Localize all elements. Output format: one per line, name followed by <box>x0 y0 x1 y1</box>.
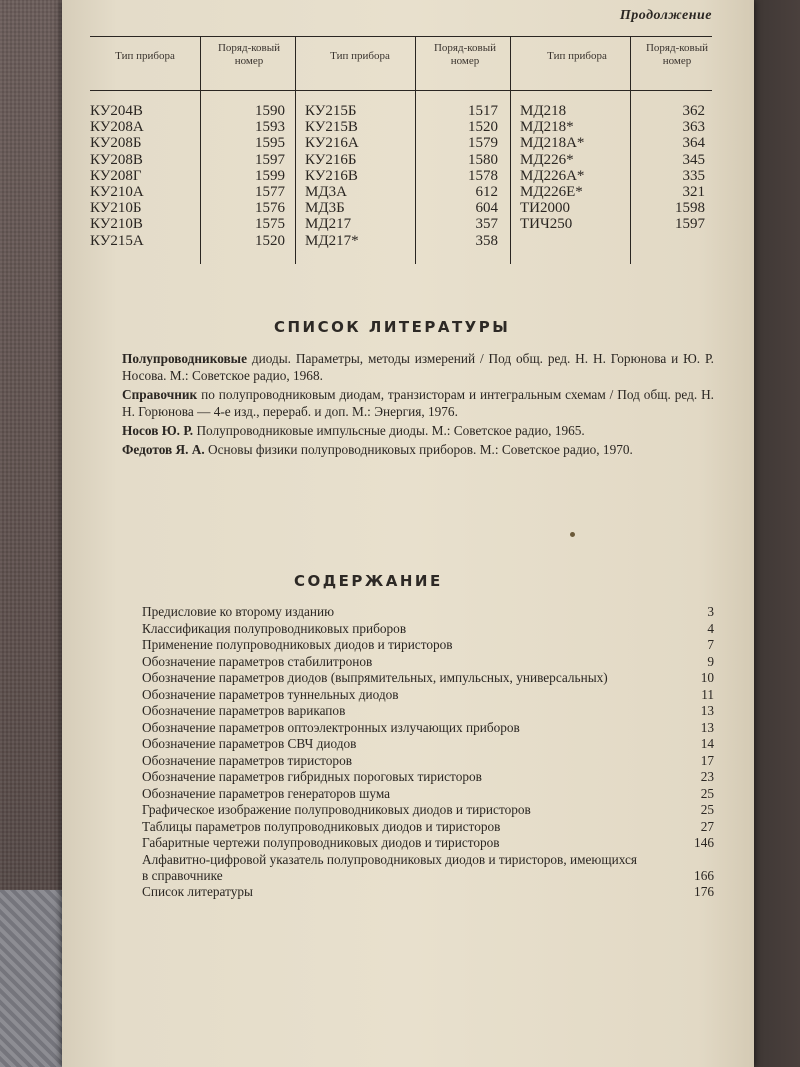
table-cell: КУ210А <box>90 184 144 201</box>
toc-entry <box>142 637 714 653</box>
table-cell: КУ216А <box>305 135 359 152</box>
toc-page: 11 <box>701 686 714 702</box>
type-column-2 <box>305 103 410 249</box>
table-cell: МД226А* <box>520 167 585 184</box>
table-cell: МД218 <box>520 103 567 119</box>
table-top-rule <box>90 36 712 37</box>
table-divider <box>200 36 201 264</box>
table-cell: МД226* <box>520 151 574 168</box>
table-cell: КУ208Г <box>90 167 142 184</box>
toc-title: Обозначение параметров туннельных диодов <box>142 686 399 702</box>
column-header-type: Тип прибора <box>330 50 390 62</box>
table-cell: 345 <box>682 151 705 168</box>
toc-page: 3 <box>707 604 714 619</box>
toc-title: Обозначение параметров диодов (выпрямительных, импульсных, универсальных) <box>142 670 608 685</box>
toc-title: Предисловие ко второму изданию <box>142 604 335 619</box>
table-cell: 335 <box>682 167 705 184</box>
toc-page: 17 <box>700 752 714 768</box>
continuation-label: Продолжение <box>619 8 712 23</box>
toc-page: 23 <box>700 769 714 784</box>
table-cell: КУ208А <box>90 119 144 136</box>
contents-heading: СОДЕРЖАНИЕ <box>294 572 443 590</box>
column-header-type: Тип прибора <box>115 50 175 62</box>
toc-title: Обозначение параметров оптоэлектронных излучающих приборов <box>142 719 520 735</box>
table-cell: 1598 <box>675 200 705 217</box>
table-divider <box>630 36 631 264</box>
literature-lead: Полупроводниковые <box>122 351 247 366</box>
toc-entry <box>142 670 714 686</box>
table-cell: 612 <box>475 184 498 201</box>
table-cell: 1577 <box>255 184 285 201</box>
toc-entry <box>142 604 714 620</box>
table-cell: КУ215В <box>305 119 358 136</box>
toc-entry <box>142 819 714 835</box>
literature-text: диоды. Параметры, методы измерений / Под общ. ред. Н. Н. Горюнова и Ю. Р. Носова. М.: Советское радио, 1968. <box>122 351 714 383</box>
literature-list <box>122 350 714 458</box>
table-cell: 363 <box>682 119 705 136</box>
table-cell: КУ216В <box>305 167 358 184</box>
number-column-2 <box>450 103 498 249</box>
table-cell: МД217 <box>305 216 352 233</box>
toc-entry <box>142 621 714 637</box>
table-cell: МД218* <box>520 119 574 136</box>
toc-entry <box>142 654 714 670</box>
toc-page: 7 <box>707 637 714 652</box>
toc-title: Обозначение параметров СВЧ диодов <box>142 736 357 751</box>
table-cell: 1580 <box>468 151 498 168</box>
literature-item <box>122 422 714 439</box>
table-cell: 604 <box>475 200 498 217</box>
toc-title: Обозначение параметров генераторов шума <box>142 785 391 801</box>
background-right <box>750 0 800 1067</box>
toc-title: Обозначение параметров гибридных пороговых тиристоров <box>142 769 482 784</box>
table-cell: МД226Е* <box>520 184 583 201</box>
table-cell: МД218А* <box>520 135 585 152</box>
toc-page: 27 <box>700 818 714 834</box>
toc-entry <box>142 852 714 884</box>
toc-entry <box>142 802 714 818</box>
literature-lead: Федотов Я. А. <box>122 442 205 457</box>
column-header-type: Тип прибора <box>547 50 607 62</box>
table-cell: 1520 <box>468 119 498 136</box>
table-cell: КУ204В <box>90 103 143 119</box>
literature-item <box>122 441 714 458</box>
table-cell: 1597 <box>255 151 285 168</box>
number-column-3 <box>660 103 705 233</box>
table-header-rule <box>90 90 712 91</box>
table-cell: КУ216Б <box>305 151 357 168</box>
table-cell: 1579 <box>468 135 498 152</box>
table-cell: КУ208Б <box>90 135 142 152</box>
table-cell: ТИ2000 <box>520 200 570 217</box>
toc-title: Графическое изображение полупроводниковых диодов и тиристоров <box>142 802 531 817</box>
toc-entry <box>142 720 714 736</box>
toc-entry <box>142 884 714 900</box>
literature-heading: СПИСОК ЛИТЕРАТУРЫ <box>274 318 511 336</box>
toc-title: Классификация полупроводниковых приборов <box>142 620 407 636</box>
toc-title: Обозначение параметров стабилитронов <box>142 653 373 669</box>
toc-entry <box>142 703 714 719</box>
toc-page: 176 <box>694 884 714 899</box>
table-cell: МД3А <box>305 184 347 201</box>
table-cell: КУ208В <box>90 151 143 168</box>
column-header-number: Поряд-ковый номер <box>217 42 281 67</box>
toc-title: Таблицы параметров полупроводниковых диодов и тиристоров <box>142 818 501 834</box>
toc-page: 10 <box>700 670 714 685</box>
toc-entry <box>142 753 714 769</box>
toc-title: Алфавитно-цифровой указатель полупроводниковых диодов и тиристоров, имеющихся в справочнике <box>142 851 637 883</box>
type-column-3 <box>520 103 625 233</box>
table-cell: КУ210В <box>90 216 143 233</box>
literature-text: по полупроводниковым диодам, транзисторам и интегральным схемам / Под общ. ред. Н. Н. Горюнова — 4-е изд., перераб. и доп. М.: Энергия, 1976. <box>122 387 714 419</box>
ink-spot <box>570 532 575 537</box>
toc-page: 13 <box>700 719 714 735</box>
literature-item <box>122 386 714 420</box>
toc-page: 9 <box>707 653 714 669</box>
toc-title: Обозначение параметров варикапов <box>142 703 346 718</box>
table-cell: 1595 <box>255 135 285 152</box>
toc-title: Обозначение параметров тиристоров <box>142 752 353 768</box>
type-column-1 <box>90 103 195 249</box>
toc-page: 13 <box>700 703 714 718</box>
toc-title: Габаритные чертежи полупроводниковых диодов и тиристоров <box>142 835 500 850</box>
table-divider <box>295 36 296 264</box>
toc-entry <box>142 769 714 785</box>
table-cell: 1599 <box>255 167 285 184</box>
toc-entry <box>142 687 714 703</box>
table-cell: 321 <box>682 184 705 201</box>
table-cell: 1593 <box>255 119 285 136</box>
literature-lead: Носов Ю. Р. <box>122 423 194 438</box>
toc-page: 14 <box>700 736 714 751</box>
table-cell: 1520 <box>255 232 285 249</box>
table-cell: 358 <box>475 232 498 249</box>
table-cell: 364 <box>682 135 705 152</box>
device-index-table <box>90 28 712 268</box>
table-cell: КУ210Б <box>90 200 142 217</box>
book-page <box>62 0 754 1067</box>
toc-title: Список литературы <box>142 884 253 899</box>
toc-entry <box>142 835 714 851</box>
toc-page: 25 <box>700 785 714 801</box>
table-of-contents <box>142 604 714 901</box>
table-cell: 1576 <box>255 200 285 217</box>
literature-text: Полупроводниковые импульсные диоды. М.: Советское радио, 1965. <box>193 423 585 438</box>
table-cell: 362 <box>682 103 705 119</box>
literature-lead: Справочник <box>122 387 198 402</box>
toc-entry <box>142 786 714 802</box>
table-divider <box>415 36 416 264</box>
toc-page: 25 <box>700 802 714 817</box>
table-cell: 1575 <box>255 216 285 233</box>
column-header-number: Поряд-ковый номер <box>433 42 497 67</box>
literature-item <box>122 350 714 384</box>
table-divider <box>510 36 511 264</box>
column-header-number: Поряд-ковый номер <box>645 42 709 67</box>
toc-title: Применение полупроводниковых диодов и тиристоров <box>142 637 453 652</box>
toc-page: 4 <box>707 620 714 636</box>
table-cell: 1578 <box>468 167 498 184</box>
table-cell: КУ215Б <box>305 103 357 119</box>
table-cell: 1590 <box>255 103 285 119</box>
toc-entry <box>142 736 714 752</box>
literature-text: Основы физики полупроводниковых приборов. М.: Советское радио, 1970. <box>204 442 633 457</box>
toc-page: 166 <box>694 867 714 883</box>
table-cell: МД3Б <box>305 200 345 217</box>
number-column-1 <box>240 103 285 249</box>
table-cell: ТИЧ250 <box>520 216 573 233</box>
table-cell: 1517 <box>468 103 498 119</box>
table-cell: КУ215А <box>90 232 144 249</box>
table-cell: 357 <box>475 216 498 233</box>
table-cell: МД217* <box>305 232 359 249</box>
table-cell: 1597 <box>675 216 705 233</box>
background-fabric-grey <box>0 890 70 1067</box>
toc-page: 146 <box>694 835 714 850</box>
